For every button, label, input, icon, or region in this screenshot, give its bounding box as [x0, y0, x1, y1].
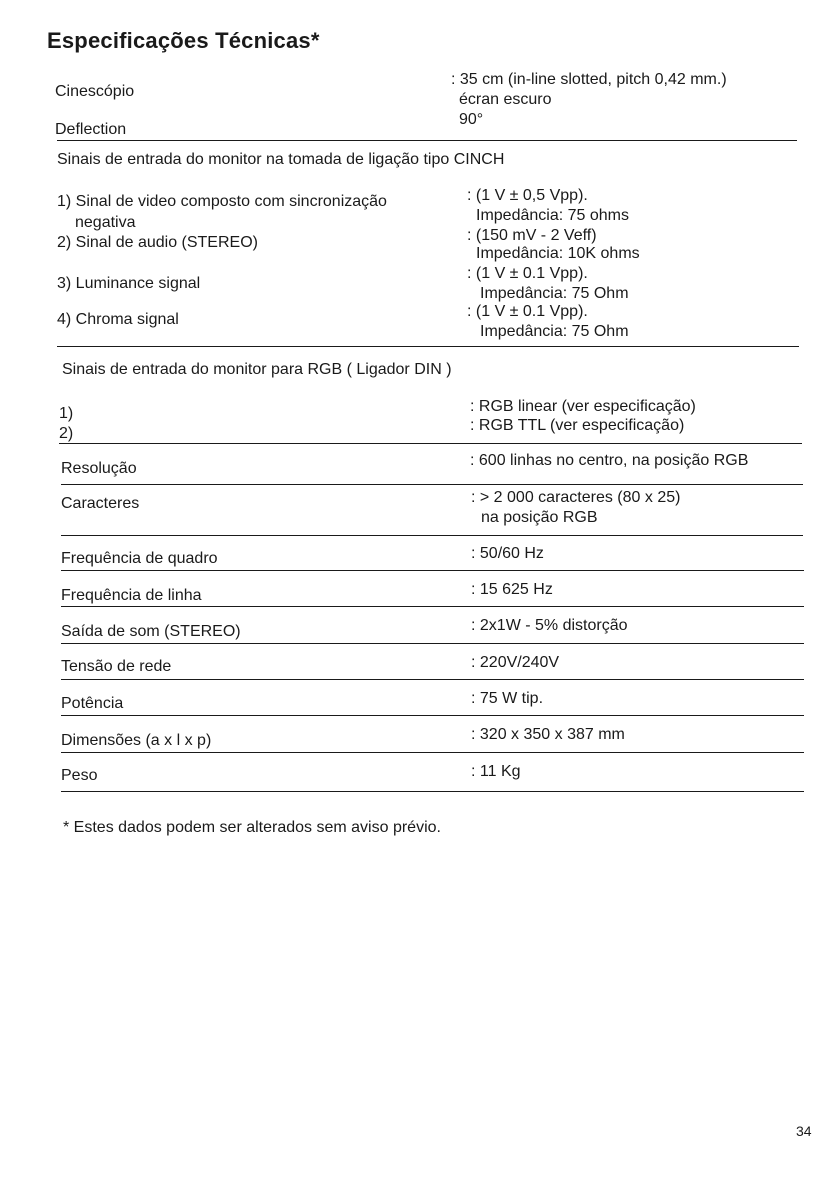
cinch-item-1-label: 1) Sinal de video composto com sincronização: [57, 193, 387, 210]
divider: [61, 570, 804, 571]
divider: [61, 643, 804, 644]
spec-row-value-caracteres-2: na posição RGB: [481, 509, 598, 526]
spec-row-label-tensao-rede: Tensão de rede: [61, 658, 172, 675]
page-number: 34: [796, 1123, 812, 1139]
rgb-item-2-value: : RGB TTL (ver especificação): [470, 417, 685, 434]
deflection-value: 90°: [459, 111, 484, 128]
cinch-item-1-label-2: negativa: [75, 214, 136, 231]
spec-row-value-peso: : 11 Kg: [471, 763, 521, 780]
cinch-item-3-value: : (1 V ± 0.1 Vpp).: [467, 265, 588, 282]
divider: [57, 140, 797, 141]
cinch-item-2-label: 2) Sinal de audio (STEREO): [57, 234, 258, 251]
spec-row-label-resolucao: Resolução: [61, 460, 137, 477]
cinescopio-value: : 35 cm (in-line slotted, pitch 0,42 mm.): [451, 71, 727, 88]
rgb-item-1-label: 1): [59, 405, 74, 422]
divider: [61, 715, 804, 716]
spec-row-value-dimensoes: : 320 x 350 x 387 mm: [471, 726, 625, 743]
spec-row-label-peso: Peso: [61, 767, 98, 784]
divider: [59, 443, 802, 444]
cinch-item-3-value-2: Impedância: 75 Ohm: [480, 285, 629, 302]
spec-row-label-frequencia-quadro: Frequência de quadro: [61, 550, 218, 567]
divider: [61, 484, 803, 485]
cinescopio-value-2: écran escuro: [459, 91, 552, 108]
divider: [61, 679, 804, 680]
spec-row-value-caracteres: : > 2 000 caracteres (80 x 25): [471, 489, 681, 506]
divider: [61, 791, 804, 792]
cinch-item-2-value-2: Impedância: 10K ohms: [476, 245, 640, 262]
cinch-item-1-value-2: Impedância: 75 ohms: [476, 207, 629, 224]
spec-row-label-caracteres: Caracteres: [61, 495, 140, 512]
spec-row-label-saida-som: Saída de som (STEREO): [61, 623, 241, 640]
footnote: * Estes dados podem ser alterados sem aviso prévio.: [63, 819, 441, 836]
spec-row-label-frequencia-linha: Frequência de linha: [61, 587, 202, 604]
rgb-item-2-label: 2): [59, 425, 74, 442]
cinch-item-3-label: 3) Luminance signal: [57, 275, 201, 292]
spec-row-label-dimensoes: Dimensões (a x l x p): [61, 732, 212, 749]
cinch-item-4-label: 4) Chroma signal: [57, 311, 179, 328]
cinch-item-4-value: : (1 V ± 0.1 Vpp).: [467, 303, 588, 320]
page-title: Especificações Técnicas*: [47, 28, 320, 53]
divider: [61, 752, 804, 753]
spec-row-value-resolucao: : 600 linhas no centro, na posição RGB: [470, 452, 749, 469]
spec-row-value-potencia: : 75 W tip.: [471, 690, 544, 707]
spec-row-value-frequencia-linha: : 15 625 Hz: [471, 581, 553, 598]
cinescopio-label: Cinescópio: [55, 83, 135, 100]
cinch-item-1-value: : (1 V ± 0,5 Vpp).: [467, 187, 588, 204]
deflection-label: Deflection: [55, 121, 127, 138]
divider: [57, 346, 799, 347]
rgb-item-1-value: : RGB linear (ver especificação): [470, 398, 696, 415]
rgb-heading: Sinais de entrada do monitor para RGB ( Ligador DIN ): [62, 361, 452, 378]
spec-row-value-tensao-rede: : 220V/240V: [471, 654, 560, 671]
spec-row-label-potencia: Potência: [61, 695, 124, 712]
divider: [61, 535, 803, 536]
divider: [61, 606, 804, 607]
cinch-heading: Sinais de entrada do monitor na tomada de ligação tipo CINCH: [57, 151, 505, 168]
spec-row-value-frequencia-quadro: : 50/60 Hz: [471, 545, 544, 562]
cinch-item-2-value: : (150 mV - 2 Veff): [467, 227, 597, 244]
spec-row-value-saida-som: : 2x1W - 5% distorção: [471, 617, 628, 634]
cinch-item-4-value-2: Impedância: 75 Ohm: [480, 323, 629, 340]
